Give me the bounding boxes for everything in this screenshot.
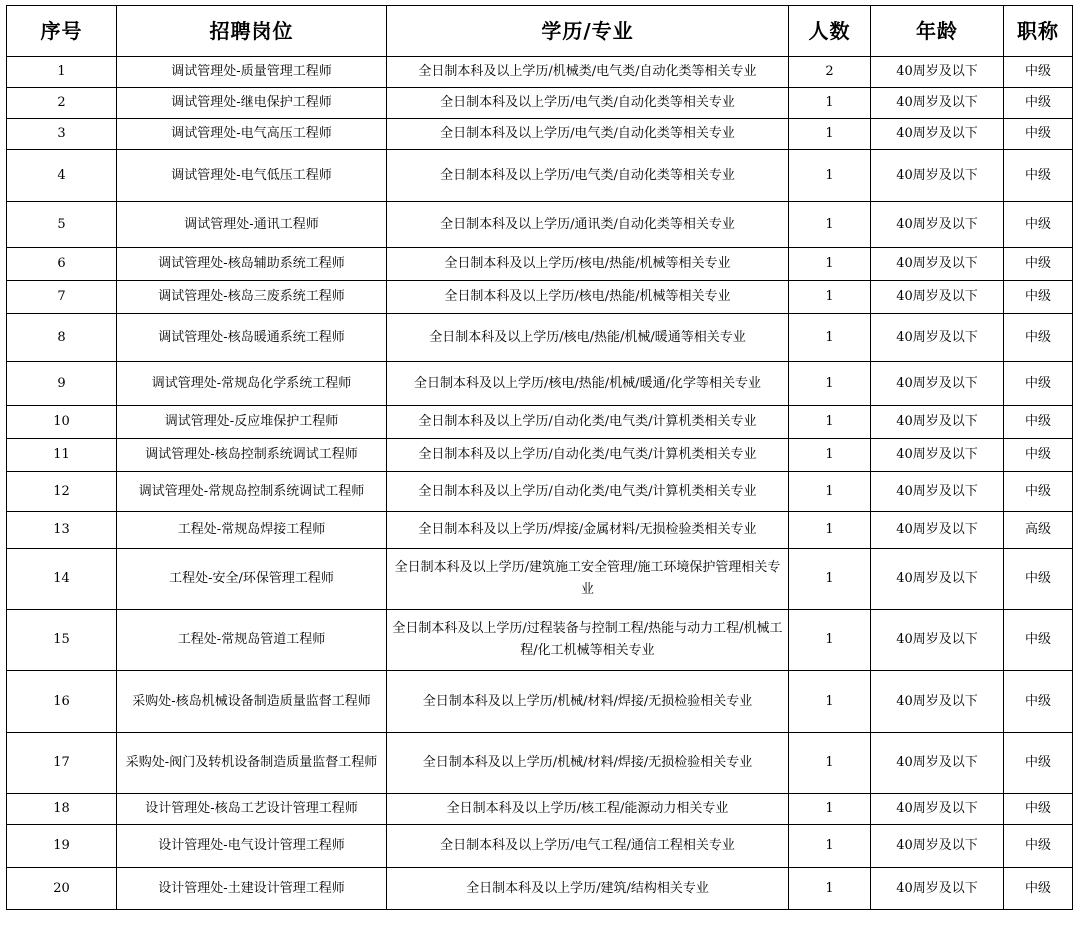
cell-position: 工程处-常规岛焊接工程师: [117, 512, 387, 549]
cell-count: 1: [789, 281, 871, 314]
cell-position: 调试管理处-核岛三废系统工程师: [117, 281, 387, 314]
table-row: [7, 150, 1073, 202]
cell-title: 中级: [1004, 733, 1073, 794]
cell-age: 40周岁及以下: [871, 794, 1004, 825]
cell-position: 调试管理处-通讯工程师: [117, 202, 387, 248]
cell-index: 6: [7, 248, 117, 281]
cell-index: 9: [7, 362, 117, 406]
cell-title: 中级: [1004, 281, 1073, 314]
cell-age: 40周岁及以下: [871, 314, 1004, 362]
cell-education: 全日制本科及以上学历/焊接/金属材料/无损检验类相关专业: [387, 512, 789, 549]
cell-position: 调试管理处-核岛控制系统调试工程师: [117, 439, 387, 472]
cell-count: 1: [789, 248, 871, 281]
cell-age: 40周岁及以下: [871, 733, 1004, 794]
table-row: [7, 610, 1073, 671]
cell-title: 中级: [1004, 825, 1073, 868]
cell-title: 中级: [1004, 549, 1073, 610]
cell-education: 全日制本科及以上学历/电气类/自动化类等相关专业: [387, 88, 789, 119]
cell-title: 中级: [1004, 406, 1073, 439]
table-row: [7, 733, 1073, 794]
table-row: [7, 868, 1073, 910]
table-row: [7, 202, 1073, 248]
cell-education: 全日制本科及以上学历/机械/材料/焊接/无损检验相关专业: [387, 733, 789, 794]
cell-position: 设计管理处-核岛工艺设计管理工程师: [117, 794, 387, 825]
header-index: 序号: [7, 6, 117, 57]
cell-index: 14: [7, 549, 117, 610]
table-row: [7, 439, 1073, 472]
cell-index: 13: [7, 512, 117, 549]
cell-title: 中级: [1004, 794, 1073, 825]
cell-count: 1: [789, 119, 871, 150]
cell-count: 1: [789, 362, 871, 406]
cell-education: 全日制本科及以上学历/过程装备与控制工程/热能与动力工程/机械工程/化工机械等相关专业: [387, 610, 789, 671]
cell-age: 40周岁及以下: [871, 119, 1004, 150]
cell-position: 设计管理处-土建设计管理工程师: [117, 868, 387, 910]
cell-education: 全日制本科及以上学历/核工程/能源动力相关专业: [387, 794, 789, 825]
cell-education: 全日制本科及以上学历/核电/热能/机械/暖通等相关专业: [387, 314, 789, 362]
cell-index: 2: [7, 88, 117, 119]
cell-index: 15: [7, 610, 117, 671]
cell-age: 40周岁及以下: [871, 549, 1004, 610]
cell-index: 17: [7, 733, 117, 794]
cell-index: 18: [7, 794, 117, 825]
recruitment-table-container: [6, 5, 1072, 910]
cell-count: 1: [789, 88, 871, 119]
cell-age: 40周岁及以下: [871, 610, 1004, 671]
cell-position: 调试管理处-质量管理工程师: [117, 57, 387, 88]
table-row: [7, 406, 1073, 439]
cell-index: 16: [7, 671, 117, 733]
table-row: [7, 314, 1073, 362]
cell-education: 全日制本科及以上学历/电气类/自动化类等相关专业: [387, 150, 789, 202]
header-count: 人数: [789, 6, 871, 57]
header-title: 职称: [1004, 6, 1073, 57]
cell-title: 高级: [1004, 512, 1073, 549]
cell-title: 中级: [1004, 119, 1073, 150]
table-row: [7, 281, 1073, 314]
cell-count: 1: [789, 794, 871, 825]
cell-age: 40周岁及以下: [871, 88, 1004, 119]
cell-count: 1: [789, 610, 871, 671]
cell-title: 中级: [1004, 248, 1073, 281]
table-row: [7, 549, 1073, 610]
cell-education: 全日制本科及以上学历/自动化类/电气类/计算机类相关专业: [387, 439, 789, 472]
cell-education: 全日制本科及以上学历/建筑/结构相关专业: [387, 868, 789, 910]
cell-age: 40周岁及以下: [871, 512, 1004, 549]
cell-count: 1: [789, 549, 871, 610]
cell-index: 3: [7, 119, 117, 150]
cell-age: 40周岁及以下: [871, 868, 1004, 910]
cell-count: 1: [789, 314, 871, 362]
cell-age: 40周岁及以下: [871, 825, 1004, 868]
table-row: [7, 794, 1073, 825]
cell-index: 7: [7, 281, 117, 314]
cell-age: 40周岁及以下: [871, 439, 1004, 472]
cell-age: 40周岁及以下: [871, 281, 1004, 314]
cell-count: 1: [789, 671, 871, 733]
cell-age: 40周岁及以下: [871, 248, 1004, 281]
cell-count: 1: [789, 150, 871, 202]
cell-education: 全日制本科及以上学历/自动化类/电气类/计算机类相关专业: [387, 472, 789, 512]
table-row: [7, 472, 1073, 512]
cell-education: 全日制本科及以上学历/电气工程/通信工程相关专业: [387, 825, 789, 868]
header-position: 招聘岗位: [117, 6, 387, 57]
cell-education: 全日制本科及以上学历/核电/热能/机械等相关专业: [387, 281, 789, 314]
cell-position: 采购处-核岛机械设备制造质量监督工程师: [117, 671, 387, 733]
cell-education: 全日制本科及以上学历/自动化类/电气类/计算机类相关专业: [387, 406, 789, 439]
cell-position: 调试管理处-核岛暖通系统工程师: [117, 314, 387, 362]
cell-education: 全日制本科及以上学历/核电/热能/机械/暖通/化学等相关专业: [387, 362, 789, 406]
table-row: [7, 362, 1073, 406]
cell-education: 全日制本科及以上学历/通讯类/自动化类等相关专业: [387, 202, 789, 248]
cell-title: 中级: [1004, 472, 1073, 512]
cell-count: 1: [789, 868, 871, 910]
cell-age: 40周岁及以下: [871, 362, 1004, 406]
cell-title: 中级: [1004, 314, 1073, 362]
cell-position: 工程处-常规岛管道工程师: [117, 610, 387, 671]
cell-index: 19: [7, 825, 117, 868]
cell-education: 全日制本科及以上学历/核电/热能/机械等相关专业: [387, 248, 789, 281]
cell-age: 40周岁及以下: [871, 472, 1004, 512]
header-row: [7, 6, 1073, 57]
cell-count: 1: [789, 512, 871, 549]
cell-title: 中级: [1004, 868, 1073, 910]
cell-age: 40周岁及以下: [871, 671, 1004, 733]
cell-count: 1: [789, 439, 871, 472]
cell-position: 调试管理处-电气高压工程师: [117, 119, 387, 150]
cell-position: 设计管理处-电气设计管理工程师: [117, 825, 387, 868]
cell-title: 中级: [1004, 610, 1073, 671]
cell-education: 全日制本科及以上学历/机械类/电气类/自动化类等相关专业: [387, 57, 789, 88]
cell-count: 1: [789, 733, 871, 794]
cell-education: 全日制本科及以上学历/机械/材料/焊接/无损检验相关专业: [387, 671, 789, 733]
cell-title: 中级: [1004, 202, 1073, 248]
cell-title: 中级: [1004, 439, 1073, 472]
cell-index: 12: [7, 472, 117, 512]
cell-count: 1: [789, 406, 871, 439]
table-row: [7, 57, 1073, 88]
cell-age: 40周岁及以下: [871, 57, 1004, 88]
cell-title: 中级: [1004, 150, 1073, 202]
cell-position: 调试管理处-电气低压工程师: [117, 150, 387, 202]
cell-index: 1: [7, 57, 117, 88]
cell-position: 调试管理处-继电保护工程师: [117, 88, 387, 119]
table-row: [7, 88, 1073, 119]
cell-count: 1: [789, 825, 871, 868]
cell-position: 调试管理处-常规岛化学系统工程师: [117, 362, 387, 406]
cell-position: 采购处-阀门及转机设备制造质量监督工程师: [117, 733, 387, 794]
cell-index: 11: [7, 439, 117, 472]
table-row: [7, 248, 1073, 281]
cell-age: 40周岁及以下: [871, 150, 1004, 202]
cell-title: 中级: [1004, 671, 1073, 733]
cell-education: 全日制本科及以上学历/建筑施工安全管理/施工环境保护管理相关专业: [387, 549, 789, 610]
cell-position: 调试管理处-常规岛控制系统调试工程师: [117, 472, 387, 512]
cell-index: 10: [7, 406, 117, 439]
cell-count: 1: [789, 202, 871, 248]
header-education: 学历/专业: [387, 6, 789, 57]
cell-index: 4: [7, 150, 117, 202]
cell-education: 全日制本科及以上学历/电气类/自动化类等相关专业: [387, 119, 789, 150]
cell-index: 8: [7, 314, 117, 362]
cell-index: 20: [7, 868, 117, 910]
cell-title: 中级: [1004, 57, 1073, 88]
table-row: [7, 825, 1073, 868]
cell-count: 1: [789, 472, 871, 512]
cell-count: 2: [789, 57, 871, 88]
table-row: [7, 671, 1073, 733]
cell-position: 调试管理处-核岛辅助系统工程师: [117, 248, 387, 281]
header-age: 年龄: [871, 6, 1004, 57]
cell-title: 中级: [1004, 88, 1073, 119]
recruitment-table: [6, 5, 1073, 910]
cell-position: 工程处-安全/环保管理工程师: [117, 549, 387, 610]
table-body: [7, 57, 1073, 910]
cell-title: 中级: [1004, 362, 1073, 406]
table-row: [7, 119, 1073, 150]
cell-index: 5: [7, 202, 117, 248]
cell-age: 40周岁及以下: [871, 406, 1004, 439]
cell-position: 调试管理处-反应堆保护工程师: [117, 406, 387, 439]
cell-age: 40周岁及以下: [871, 202, 1004, 248]
table-row: [7, 512, 1073, 549]
